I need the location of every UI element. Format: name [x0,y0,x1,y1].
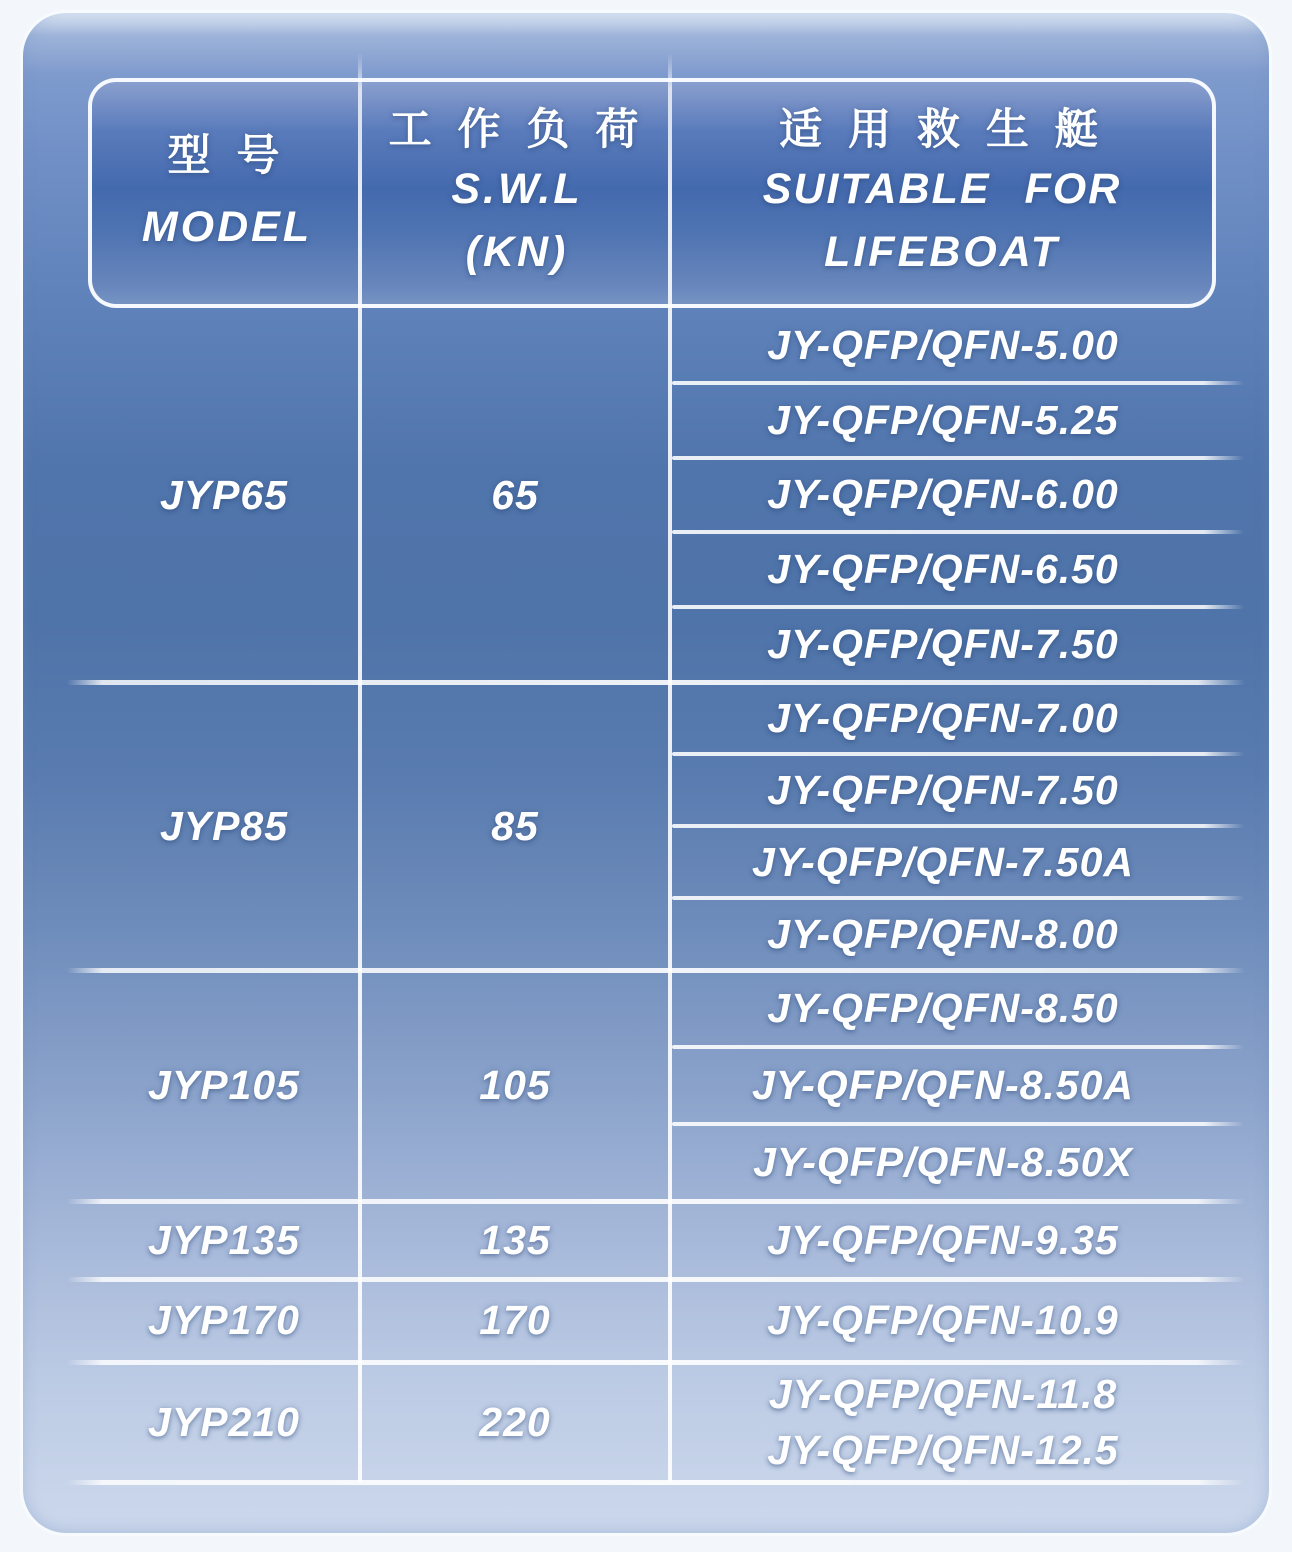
model-cell: JYP65 [159,471,289,518]
row-group-jyp65 [88,308,1216,682]
header-swl [362,82,672,304]
row-group-jyp170 [88,1279,1216,1362]
row-group-jyp85 [88,682,1216,970]
swl-cell: 135 [479,1216,551,1263]
column-divider-1 [358,53,362,1482]
lifeboat-cell-list [670,1201,1216,1279]
lifeboat-entry: JY-QFP/QFN-10.9 [767,1297,1119,1343]
lifeboat-cell-list [670,682,1216,970]
swl-cell: 85 [491,802,539,849]
model-cell: JYP210 [148,1398,300,1445]
column-divider-2 [668,53,672,1482]
lifeboat-entry: JY-QFP/QFN-7.50 [670,607,1216,682]
lifeboat-entry: JY-QFP/QFN-8.50X [670,1124,1216,1201]
header-model-zh: 型 号 [167,131,287,180]
lifeboat-entry-multi [670,1362,1216,1482]
lifeboat-entry: JY-QFP/QFN-5.25 [670,383,1216,458]
lifeboat-entry: JY-QFP/QFN-5.00 [767,321,1119,368]
lifeboat-entry: JY-QFP/QFN-11.8 [768,1371,1118,1417]
row-group-jyp135 [88,1201,1216,1279]
swl-cell: 105 [479,1062,551,1108]
model-cell: JYP170 [148,1297,300,1343]
lifeboat-entry: JY-QFP/QFN-6.50 [670,532,1216,607]
lifeboat-cell-list [670,1362,1216,1482]
model-cell: JYP135 [148,1216,300,1263]
lifeboat-cell-list [670,1279,1216,1362]
header-lifeboat [672,82,1212,304]
model-cell: JYP85 [159,802,289,849]
row-group-jyp210 [88,1362,1216,1482]
header-model [92,82,362,304]
lifeboat-entry: JY-QFP/QFN-12.5 [767,1427,1119,1473]
swl-cell: 65 [491,471,539,518]
table-body [88,308,1216,1482]
lifeboat-entry: JY-QFP/QFN-7.50A [670,826,1216,898]
header-lifeboat-zh: 适 用 救 生 艇 [779,106,1105,154]
lifeboat-entry: JY-QFP/QFN-8.00 [670,898,1216,970]
lifeboat-cell-list [670,308,1216,682]
header-swl-zh: 工 作 负 荷 [388,106,646,154]
header-swl-line1: S.W.L [451,165,583,213]
lifeboat-cell-list [670,970,1216,1201]
lifeboat-entry: JY-QFP/QFN-9.35 [767,1216,1119,1263]
header-lifeboat-line2: LIFEBOAT [824,228,1060,276]
lifeboat-entry: JY-QFP/QFN-7.50 [670,754,1216,826]
header-lifeboat-line1: SUITABLE FOR [762,165,1122,213]
table-panel [20,10,1272,1536]
lifeboat-entry: JY-QFP/QFN-6.00 [670,458,1216,533]
swl-cell: 170 [479,1297,551,1343]
header-swl-line2: (KN) [465,228,569,276]
lifeboat-entry: JY-QFP/QFN-8.50 [767,985,1119,1031]
table-header [88,78,1216,308]
row-group-jyp105 [88,970,1216,1201]
swl-cell: 220 [479,1398,551,1445]
lifeboat-entry: JY-QFP/QFN-8.50A [670,1047,1216,1124]
model-cell: JYP105 [148,1062,300,1108]
lifeboat-entry: JY-QFP/QFN-7.00 [767,694,1119,741]
header-model-en: MODEL [141,202,313,251]
